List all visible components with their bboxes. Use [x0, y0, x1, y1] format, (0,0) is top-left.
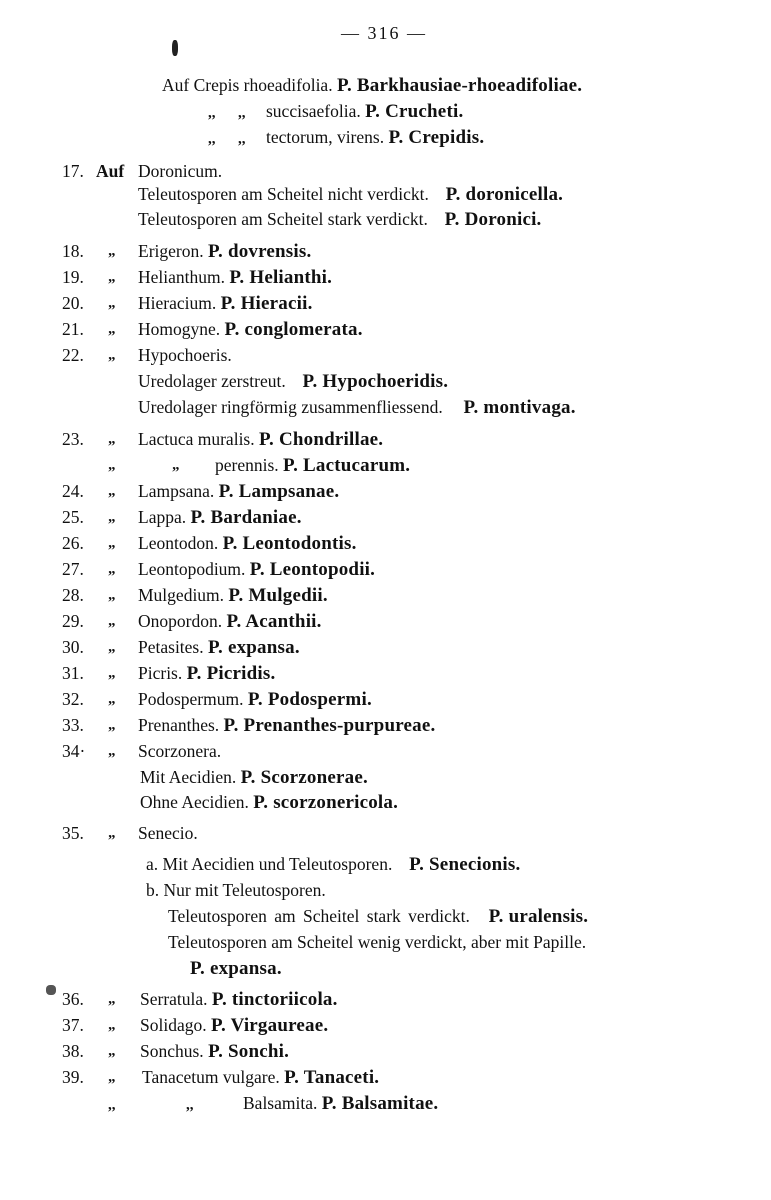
host-name: Homogyne.: [138, 319, 221, 339]
rust-species: P. Lampsanae.: [218, 481, 340, 502]
ditto-mark: „: [108, 1069, 116, 1085]
rust-species: P. tinctoriicola.: [211, 989, 338, 1010]
entry-line: [138, 714, 435, 737]
ditto-mark: „: [108, 691, 116, 707]
rust-species: P. Virgaureae.: [210, 1015, 329, 1036]
ditto-mark: „: [108, 561, 116, 577]
ditto-mark: „: [108, 717, 116, 733]
entry-number: 29.: [62, 611, 84, 631]
entry-number: 25.: [62, 507, 84, 527]
entry-number: 34·: [62, 741, 86, 761]
entry-line: [138, 558, 375, 581]
ditto-mark: „: [108, 483, 116, 499]
host-name: Auf Crepis rhoeadifolia.: [162, 75, 333, 95]
ink-blot: [46, 985, 56, 995]
rust-species: P. Barkhausiae-rhoeadifoliae.: [336, 75, 583, 96]
rust-species: P. Acanthii.: [226, 611, 322, 632]
ink-blot: [172, 40, 178, 56]
rust-species: P. Helianthi.: [229, 267, 333, 288]
entry-line: [138, 266, 332, 289]
rust-species: P. Mulgedii.: [228, 585, 328, 606]
crepis-tectorum-line: [266, 126, 484, 149]
ditto-mark: „: [172, 457, 180, 473]
entry-number: 31.: [62, 663, 84, 683]
entry-line: [138, 428, 383, 451]
entry-number: 20.: [62, 293, 84, 313]
entry-line: [138, 506, 302, 529]
entry-line: [140, 988, 338, 1011]
ditto-mark: „: [108, 431, 116, 447]
ditto-mark: „: [108, 269, 116, 285]
ditto-mark: „: [108, 1043, 116, 1059]
entry-line: [138, 318, 363, 341]
entry-number: 35.: [62, 823, 84, 843]
rust-species: P. scorzonericola.: [253, 792, 399, 813]
page-number: — 316 —: [341, 23, 427, 43]
rust-species: P. Scorzonerae.: [240, 767, 368, 788]
rust-species: P. Chondrillae.: [259, 429, 384, 450]
key-text: Uredolager zerstreut.: [138, 371, 286, 391]
entry-number: 26.: [62, 533, 84, 553]
entry-number: 37.: [62, 1015, 84, 1035]
ditto-mark: „: [108, 665, 116, 681]
entry-number: 33.: [62, 715, 84, 735]
rust-species: P. expansa.: [190, 958, 282, 979]
host-name: Solidago.: [140, 1015, 207, 1035]
entry-line: [138, 584, 328, 607]
rust-species: P. Balsamitae.: [321, 1093, 439, 1114]
entry-number: 22.: [62, 345, 84, 365]
ditto-mark: „: [108, 347, 116, 363]
senecio-subkey-b: b. Nur mit Teleutosporen.: [146, 880, 326, 900]
entry-number: 18.: [62, 241, 84, 261]
senecio-subkey-a: [146, 853, 520, 876]
rust-species: P. Picridis.: [186, 663, 276, 684]
entry-line: [140, 1040, 289, 1063]
crepis-rhoeadifolia-line: [162, 74, 582, 97]
key-text: Uredolager ringförmig zusammenfliessend.: [138, 397, 443, 417]
ditto-mark: „: [108, 535, 116, 551]
rust-species: P. Lactucarum.: [283, 455, 411, 476]
host-name: Tanacetum vulgare.: [142, 1067, 280, 1087]
senecio-subkey-b1: [168, 905, 588, 928]
entry-number: 23.: [62, 429, 84, 449]
ditto-mark: „: [108, 509, 116, 525]
host-name: succisaefolia.: [266, 101, 361, 121]
key-text: Ohne Aecidien.: [140, 792, 249, 812]
entry-number: 32.: [62, 689, 84, 709]
entry-host: Senecio.: [138, 823, 198, 843]
rust-species: P. uralensis.: [488, 906, 589, 927]
entry-line: [140, 1014, 328, 1037]
rust-species: P. Crucheti.: [365, 101, 464, 122]
rust-species: P. Tanaceti.: [284, 1067, 380, 1088]
rust-species: P. doronicella.: [445, 184, 564, 205]
ditto-mark: „: [108, 613, 116, 629]
host-name: Serratula.: [140, 989, 208, 1009]
ditto-mark: „: [108, 243, 116, 259]
host-name: Lactuca muralis.: [138, 429, 255, 449]
scorzonera-subkey-b: [140, 791, 398, 814]
rust-species: P. expansa.: [208, 637, 300, 658]
entry-number: 21.: [62, 319, 84, 339]
key-text: Mit Aecidien.: [140, 767, 237, 787]
entry-line: [138, 240, 311, 263]
rust-species: P. Crepidis.: [388, 127, 485, 148]
key-text: Teleutosporen am Scheitel stark verdickt.: [168, 906, 470, 926]
doronicum-subkey-a: [138, 183, 563, 206]
entry-number: 38.: [62, 1041, 84, 1061]
key-text: a. Mit Aecidien und Teleutosporen.: [146, 854, 393, 874]
entry-number: 24.: [62, 481, 84, 501]
host-name: Sonchus.: [140, 1041, 204, 1061]
entry-number: 30.: [62, 637, 84, 657]
rust-species: P. Doronici.: [444, 209, 542, 230]
host-name: Lampsana.: [138, 481, 215, 501]
entry-number: 19.: [62, 267, 84, 287]
rust-species: P. Hieracii.: [220, 293, 313, 314]
ditto-mark: ,,: [208, 105, 216, 121]
hypochoeris-subkey-b: [138, 396, 576, 419]
ditto-mark: ,,: [186, 1097, 194, 1113]
host-name: Hieracium.: [138, 293, 217, 313]
entry-line: [138, 532, 357, 555]
rust-species: P. Bardaniae.: [190, 507, 302, 528]
scorzonera-subkey-a: [140, 766, 368, 789]
entry-number: 27.: [62, 559, 84, 579]
lactuca-perennis-line: [215, 454, 410, 477]
rust-species: P. Senecionis.: [409, 854, 521, 875]
ditto-mark: ,,: [208, 131, 216, 147]
ditto-mark: „: [108, 457, 116, 473]
entry-line: [138, 636, 300, 659]
ditto-mark: ,,: [108, 1097, 116, 1113]
host-name: Erigeron.: [138, 241, 204, 261]
entry-line: [138, 292, 313, 315]
host-name: Mulgedium.: [138, 585, 225, 605]
host-name: perennis.: [215, 455, 279, 475]
entry-line: [138, 610, 322, 633]
rust-species: P. Hypochoeridis.: [302, 371, 449, 392]
ditto-mark: ,,: [238, 105, 246, 121]
ditto-mark: „: [108, 743, 116, 759]
host-name: Leontodon.: [138, 533, 219, 553]
rust-species: P. Leontodontis.: [222, 533, 357, 554]
host-name: Lappa.: [138, 507, 187, 527]
senecio-subkey-b2: Teleutosporen am Scheitel wenig verdickt, aber mit Papille.: [168, 932, 587, 952]
entry-line: [138, 480, 339, 503]
rust-species: P. montivaga.: [463, 397, 576, 418]
key-text: Teleutosporen am Scheitel nicht verdickt.: [138, 184, 429, 204]
host-name: Podospermum.: [138, 689, 244, 709]
host-name: Leontopodium.: [138, 559, 246, 579]
host-name: tectorum, virens.: [266, 127, 385, 147]
entry-line: [138, 662, 275, 685]
entry-host: Hypochoeris.: [138, 345, 232, 365]
hypochoeris-subkey-a: [138, 370, 448, 393]
entry-line: [138, 688, 372, 711]
tanacetum-balsamita-line: [243, 1092, 438, 1115]
ditto-mark: „: [108, 295, 116, 311]
rust-species: P. conglomerata.: [224, 319, 363, 340]
rust-species: P. Sonchi.: [208, 1041, 290, 1062]
ditto-mark: „: [108, 991, 116, 1007]
ditto-mark: „: [108, 639, 116, 655]
entry-number: 39.: [62, 1067, 84, 1087]
entry-number: 28.: [62, 585, 84, 605]
rust-species: P. dovrensis.: [207, 241, 312, 262]
host-name: Helianthum.: [138, 267, 225, 287]
entry-host: Doronicum.: [138, 161, 223, 181]
rust-species: P. Prenanthes-purpureae.: [223, 715, 436, 736]
entry-line: [142, 1066, 379, 1089]
host-name: Onopordon.: [138, 611, 223, 631]
ditto-mark: „: [108, 321, 116, 337]
entry-number: 17.: [62, 161, 84, 181]
host-name: Prenanthes.: [138, 715, 220, 735]
senecio-subkey-b2-rust: [190, 957, 282, 980]
host-name: Picris.: [138, 663, 183, 683]
host-name: Petasites.: [138, 637, 204, 657]
crepis-succisaefolia-line: [266, 100, 463, 123]
entry-host: Scorzonera.: [138, 741, 222, 761]
ditto-mark: ,,: [238, 131, 246, 147]
ditto-mark: „: [108, 587, 116, 603]
ditto-mark: „: [108, 825, 116, 841]
rust-species: P. Leontopodii.: [249, 559, 376, 580]
key-text: Teleutosporen am Scheitel stark verdickt.: [138, 209, 428, 229]
doronicum-subkey-b: [138, 208, 542, 231]
ditto-mark: „: [108, 1017, 116, 1033]
host-name: Balsamita.: [243, 1093, 318, 1113]
auf-label: Auf: [96, 161, 125, 181]
rust-species: P. Podospermi.: [247, 689, 372, 710]
entry-number: 36.: [62, 989, 84, 1009]
